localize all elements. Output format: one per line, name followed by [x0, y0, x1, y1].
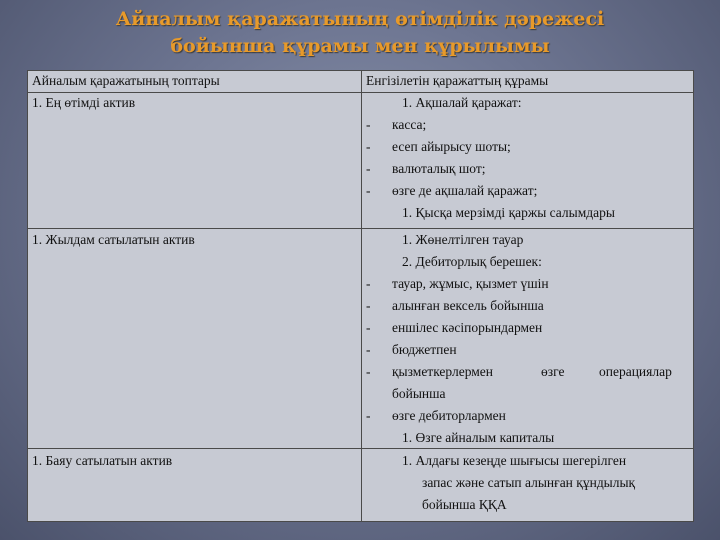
- row-1-group: 1. Ең өтімді актив: [32, 95, 136, 110]
- row-2-group: 1. Жылдам сатылатын актив: [32, 232, 195, 247]
- title-line-2: бойынша құрамы мен құрылымы: [170, 35, 550, 57]
- row-2-item: алынған вексель бойынша: [392, 298, 544, 313]
- dash-bullet: -: [366, 364, 371, 379]
- dash-bullet: -: [366, 408, 371, 423]
- row-2-item: 2. Дебиторлық берешек:: [402, 254, 542, 269]
- row-2-item: өзге дебиторлармен: [392, 408, 506, 423]
- liquidity-table: [27, 70, 694, 522]
- row-3-item: запас және сатып алынған құндылық: [422, 475, 636, 490]
- row-1-item: есеп айырысу шоты;: [392, 139, 511, 154]
- row-2-item: бюджетпен: [392, 342, 457, 357]
- row-2-item: 1. Жөнелтілген тауар: [402, 232, 524, 247]
- dash-bullet: -: [366, 117, 371, 132]
- header-right: Енгізілетін қаражаттың құрамы: [366, 73, 549, 88]
- dash-bullet: -: [366, 161, 371, 176]
- dash-bullet: -: [366, 139, 371, 154]
- slide-title: [0, 6, 720, 60]
- row-2-item: операциялар: [599, 364, 672, 379]
- row-2-item: тауар, жұмыс, қызмет үшін: [392, 276, 549, 291]
- row-3-group: 1. Баяу сатылатын актив: [32, 453, 173, 468]
- row-1-item: 1. Ақшалай қаражат:: [402, 95, 522, 110]
- table-frame: [27, 70, 694, 522]
- row-3-item: 1. Алдағы кезеңде шығысы шегерілген: [402, 453, 627, 468]
- row-2-item: қызметкерлермен: [392, 364, 494, 379]
- dash-bullet: -: [366, 342, 371, 357]
- row-divider: [28, 448, 693, 449]
- title-line-1: Айналым қаражатының өтімділік дәрежесі: [115, 8, 605, 30]
- row-1-item: өзге де ақшалай қаражат;: [392, 183, 538, 198]
- row-2-item: еншілес кәсіпорындармен: [392, 320, 543, 335]
- row-1-item: 1. Қысқа мерзімді қаржы салымдары: [402, 205, 615, 220]
- row-1-item: валюталық шот;: [392, 161, 486, 176]
- row-3-item: бойынша ҚҚА: [422, 497, 507, 512]
- dash-bullet: -: [366, 276, 371, 291]
- dash-bullet: -: [366, 320, 371, 335]
- dash-bullet: -: [366, 298, 371, 313]
- row-2-item: 1. Өзге айналым капиталы: [402, 430, 555, 445]
- column-divider: [361, 71, 362, 521]
- header-left: Айналым қаражатының топтары: [32, 73, 220, 88]
- dash-bullet: -: [366, 183, 371, 198]
- row-2-item: бойынша: [392, 386, 446, 401]
- row-2-item: өзге: [541, 364, 565, 379]
- row-1-item: касса;: [392, 117, 427, 132]
